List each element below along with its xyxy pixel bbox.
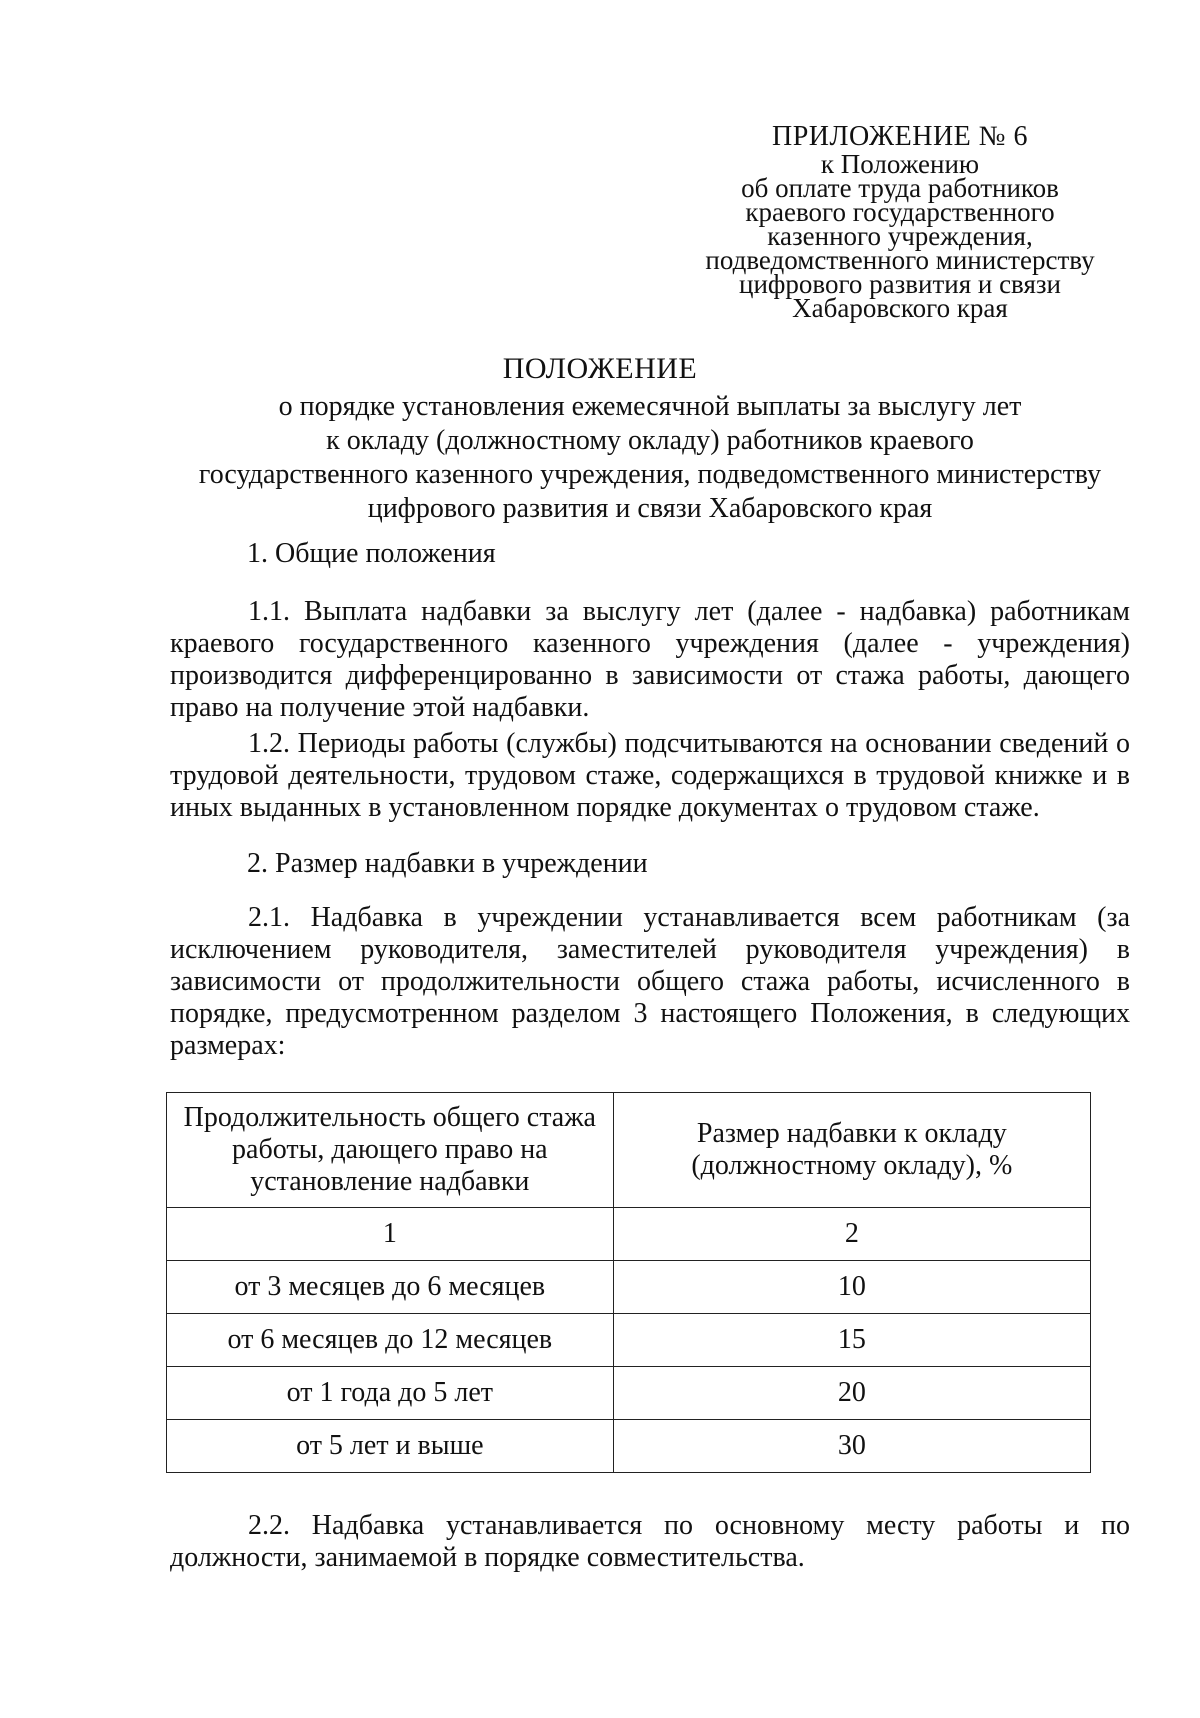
table-cell: 1 bbox=[167, 1208, 614, 1261]
allowance-table bbox=[166, 1092, 1091, 1473]
table-row bbox=[167, 1367, 1091, 1420]
table-row bbox=[167, 1208, 1091, 1261]
table-header-cell: Продолжительность общего стажа работы, дающего право на установление надбавки bbox=[167, 1093, 614, 1208]
table-header-cell: Размер надбавки к окладу (должностному окладу), % bbox=[613, 1093, 1090, 1208]
appendix-line: к Положению bbox=[820, 149, 980, 179]
paragraph-text: 2.2. Надбавка устанавливается по основному месту работы и по должности, занимаемой в порядке совместительства. bbox=[170, 1510, 1130, 1573]
table-cell: 2 bbox=[613, 1208, 1090, 1261]
table-cell: 30 bbox=[613, 1420, 1090, 1473]
table-cell: 20 bbox=[613, 1367, 1090, 1420]
subtitle-line: цифрового развития и связи Хабаровского края bbox=[367, 493, 933, 524]
table-header-row bbox=[167, 1093, 1091, 1208]
paragraph-text: 1.2. Периоды работы (службы) подсчитываются на основании сведений о трудовой деятельности, трудовом стаже, содержащихся в трудовой книжке и в иных выданных в установленном порядке документах о трудовом стаже. bbox=[170, 728, 1130, 823]
subtitle-line: о порядке установления ежемесячной выплаты за выслугу лет bbox=[278, 391, 1022, 422]
table-cell: от 6 месяцев до 12 месяцев bbox=[167, 1314, 614, 1367]
appendix-line: цифрового развития и связи bbox=[739, 269, 1061, 299]
paragraph-1-2 bbox=[170, 728, 1130, 824]
appendix-line: Хабаровского края bbox=[792, 293, 1008, 323]
table-cell: от 5 лет и выше bbox=[167, 1420, 614, 1473]
section-1-heading: 1. Общие положения bbox=[247, 538, 496, 569]
paragraph-2-1 bbox=[170, 902, 1130, 1062]
document-title: ПОЛОЖЕНИЕ bbox=[502, 352, 698, 385]
section-2-heading: 2. Размер надбавки в учреждении bbox=[247, 848, 648, 879]
paragraph-text: 2.1. Надбавка в учреждении устанавливается всем работникам (за исключением руководителя, заместителей руководителя учреждения) в зависимости от продолжительности общего стажа работы, исчисленного в порядке, предусмотренном разделом 3 настоящего Положения, в следующих размерах: bbox=[170, 902, 1130, 1061]
paragraph-1-1 bbox=[170, 596, 1130, 724]
table-row bbox=[167, 1261, 1091, 1314]
table-row bbox=[167, 1420, 1091, 1473]
appendix-line: казенного учреждения, bbox=[767, 221, 1033, 251]
document-subtitle bbox=[160, 390, 1140, 526]
appendix-line: краевого государственного bbox=[745, 197, 1055, 227]
table-cell: от 1 года до 5 лет bbox=[167, 1367, 614, 1420]
table-cell: от 3 месяцев до 6 месяцев bbox=[167, 1261, 614, 1314]
appendix-block bbox=[680, 121, 1120, 323]
table-cell: 10 bbox=[613, 1261, 1090, 1314]
appendix-line: об оплате труда работников bbox=[741, 173, 1059, 203]
table-cell: 15 bbox=[613, 1314, 1090, 1367]
appendix-line: подведомственного министерству bbox=[705, 245, 1095, 275]
paragraph-text: 1.1. Выплата надбавки за выслугу лет (далее - надбавка) работникам краевого государственного казенного учреждения (далее - учреждения) производится дифференцированно в зависимости от стажа работы, дающего право на получение этой надбавки. bbox=[170, 596, 1130, 723]
appendix-title: ПРИЛОЖЕНИЕ № 6 bbox=[772, 121, 1028, 152]
subtitle-line: к окладу (должностному окладу) работников краевого bbox=[326, 425, 974, 456]
paragraph-2-2 bbox=[170, 1510, 1130, 1574]
subtitle-line: государственного казенного учреждения, подведомственного министерству bbox=[198, 459, 1102, 490]
table-row bbox=[167, 1314, 1091, 1367]
